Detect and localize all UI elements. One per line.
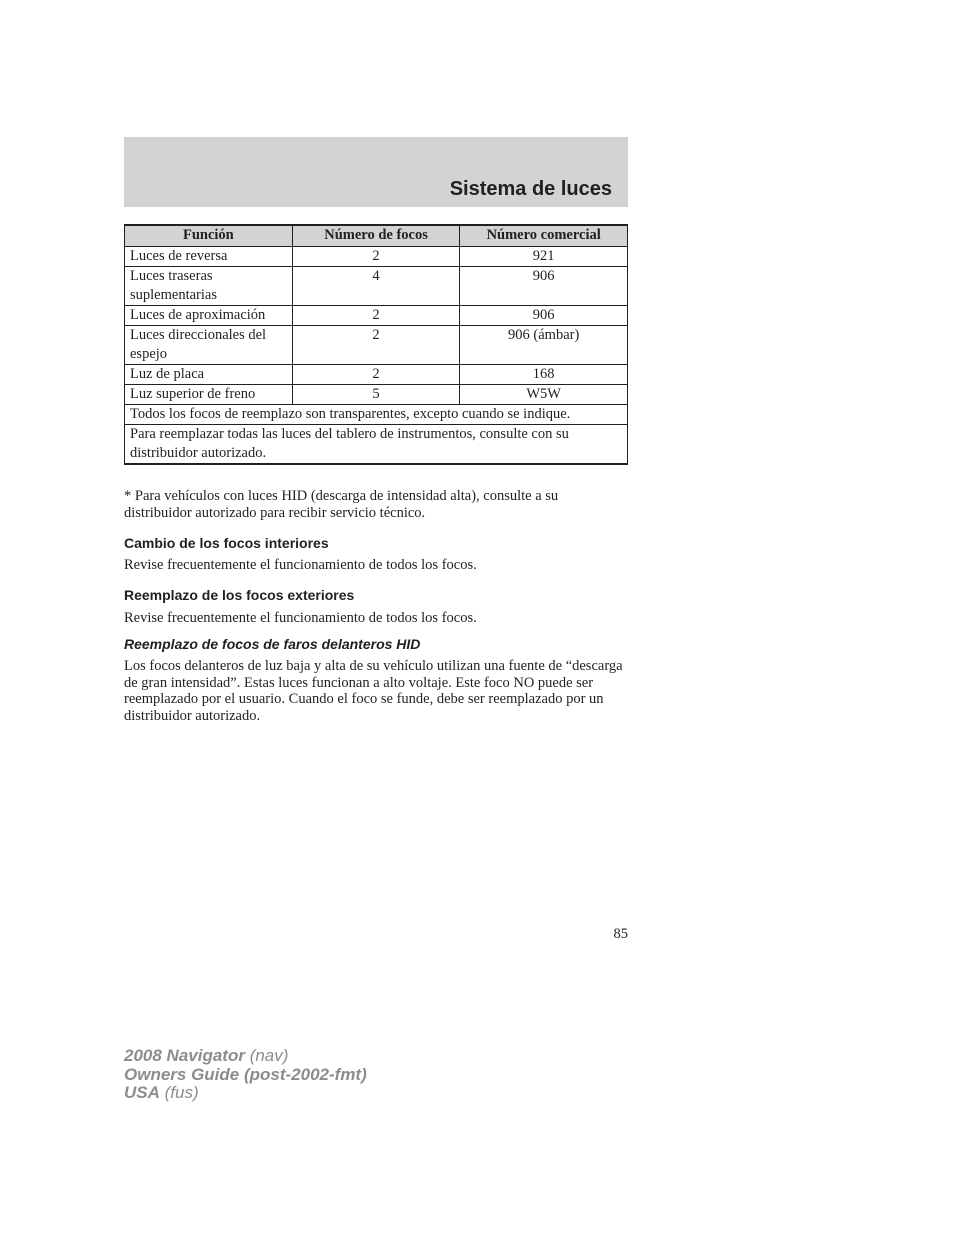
table-note-row	[125, 425, 628, 465]
footer-model: 2008 Navigator	[124, 1046, 245, 1065]
cell-funcion: Luz de placa	[125, 365, 293, 385]
column-header-numero-focos: Número de focos	[292, 225, 460, 247]
section-body-exterior: Revise frecuentemente el funcionamiento de todos los focos.	[124, 610, 477, 626]
cell-comercial: 168	[460, 365, 628, 385]
footer-model-code: (nav)	[249, 1046, 289, 1065]
section-heading-hid: Reemplazo de focos de faros delanteros HID	[124, 636, 421, 652]
cell-comercial: W5W	[460, 385, 628, 405]
section-heading-interior: Cambio de los focos interiores	[124, 535, 329, 551]
footnote: * Para vehículos con luces HID (descarga de intensidad alta), consulte a su distribuidor autorizado para recibir servicio técnico.	[124, 488, 559, 521]
page-number: 85	[613, 926, 628, 942]
table-row	[125, 267, 628, 306]
cell-focos: 2	[292, 365, 460, 385]
section-body-interior: Revise frecuentemente el funcionamiento de todos los focos.	[124, 557, 477, 573]
table-note-row	[125, 405, 628, 425]
bulb-table	[124, 224, 628, 465]
table-note: Para reemplazar todas las luces del tablero de instrumentos, consulte con su distribuidor autorizado.	[125, 425, 628, 465]
cell-comercial: 921	[460, 247, 628, 267]
column-header-numero-comercial: Número comercial	[460, 225, 628, 247]
table-row	[125, 306, 628, 326]
cell-focos: 5	[292, 385, 460, 405]
section-title: Sistema de luces	[449, 178, 612, 200]
footer-market: USA	[124, 1083, 160, 1102]
cell-focos: 2	[292, 306, 460, 326]
footer-market-code: (fus)	[164, 1083, 199, 1102]
cell-comercial: 906 (ámbar)	[460, 326, 628, 365]
cell-comercial: 906	[460, 306, 628, 326]
cell-focos: 2	[292, 326, 460, 365]
cell-comercial: 906	[460, 267, 628, 306]
cell-focos: 4	[292, 267, 460, 306]
table-row	[125, 385, 628, 405]
column-header-funcion: Función	[125, 225, 293, 247]
footer-guide: Owners Guide (post-2002-fmt)	[124, 1064, 367, 1084]
table-row	[125, 247, 628, 267]
cell-funcion: Luces direccionales del espejo	[125, 326, 293, 365]
header-band	[124, 137, 628, 207]
cell-funcion: Luces traseras suplementarias	[125, 267, 293, 306]
table-header-row	[125, 225, 628, 247]
cell-focos: 2	[292, 247, 460, 267]
cell-funcion: Luces de reversa	[125, 247, 293, 267]
cell-funcion: Luz superior de freno	[125, 385, 293, 405]
document-footer	[124, 1047, 367, 1103]
cell-funcion: Luces de aproximación	[125, 306, 293, 326]
section-heading-exterior: Reemplazo de los focos exteriores	[124, 587, 355, 603]
table-note: Todos los focos de reemplazo son transparentes, excepto cuando se indique.	[125, 405, 628, 425]
table-row	[125, 365, 628, 385]
section-body-hid: Los focos delanteros de luz baja y alta de su vehículo utilizan una fuente de “descarga de gran intensidad”. Estas luces funcionan a alto voltaje. Este foco NO puede ser reemplazado por el usuario. Cuando el foco se funde, debe ser reemplazado por un distribuidor autorizado.	[124, 658, 623, 724]
table-row	[125, 326, 628, 365]
